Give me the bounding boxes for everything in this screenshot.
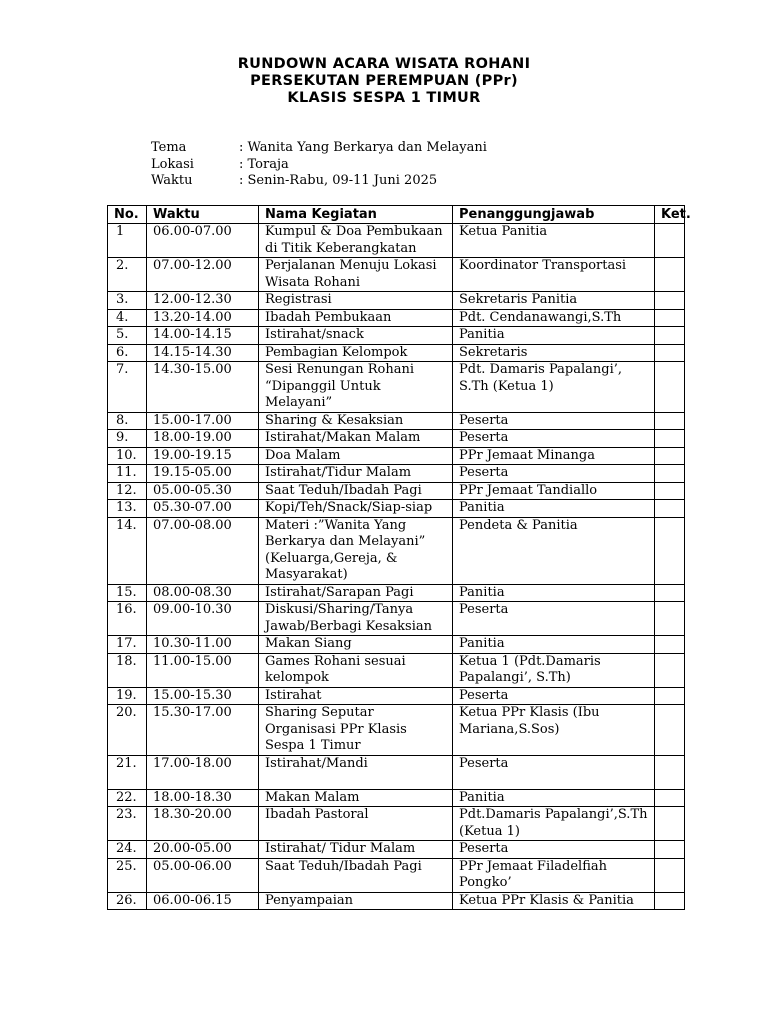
row-penanggungjawab: Ketua PPr Klasis (Ibu Mariana,S.Sos) xyxy=(453,705,655,756)
event-info xyxy=(151,140,487,190)
row-kegiatan: Perjalanan Menuju Lokasi Wisata Rohani xyxy=(259,258,453,292)
row-waktu: 15.30-17.00 xyxy=(147,705,259,756)
row-kegiatan: Saat Teduh/Ibadah Pagi xyxy=(259,482,453,500)
row-kegiatan: Kumpul & Doa Pembukaan di Titik Keberangkatan xyxy=(259,224,453,258)
row-ket xyxy=(655,789,685,807)
row-kegiatan: Pembagian Kelompok xyxy=(259,344,453,362)
table-row xyxy=(108,517,685,584)
row-waktu: 18.00-19.00 xyxy=(147,430,259,448)
info-value: : Toraja xyxy=(239,156,289,172)
row-waktu: 05.00-06.00 xyxy=(147,858,259,892)
row-ket xyxy=(655,602,685,636)
row-no: 25. xyxy=(108,858,147,892)
row-no: 13. xyxy=(108,500,147,518)
row-no: 2. xyxy=(108,258,147,292)
table-header-row xyxy=(108,206,685,224)
info-row-tema xyxy=(151,140,487,157)
header-no: No. xyxy=(108,206,147,224)
row-penanggungjawab: Peserta xyxy=(453,602,655,636)
row-penanggungjawab: Sekretaris xyxy=(453,344,655,362)
row-waktu: 06.00-06.15 xyxy=(147,892,259,910)
row-penanggungjawab: Peserta xyxy=(453,687,655,705)
table-row xyxy=(108,430,685,448)
title-line-3: KLASIS SESPA 1 TIMUR xyxy=(287,90,481,106)
row-no: 24. xyxy=(108,841,147,859)
table-row xyxy=(108,653,685,687)
row-ket xyxy=(655,584,685,602)
info-row-waktu xyxy=(151,173,487,190)
table-row xyxy=(108,482,685,500)
table-row xyxy=(108,789,685,807)
row-waktu: 15.00-17.00 xyxy=(147,412,259,430)
table-row xyxy=(108,224,685,258)
row-no: 11. xyxy=(108,465,147,483)
row-no: 1 xyxy=(108,224,147,258)
row-penanggungjawab: Panitia xyxy=(453,789,655,807)
table-row xyxy=(108,602,685,636)
row-penanggungjawab: Peserta xyxy=(453,430,655,448)
table-row xyxy=(108,500,685,518)
row-waktu: 05.30-07.00 xyxy=(147,500,259,518)
row-no: 10. xyxy=(108,447,147,465)
row-waktu: 19.15-05.00 xyxy=(147,465,259,483)
info-row-lokasi xyxy=(151,157,487,174)
row-no: 8. xyxy=(108,412,147,430)
row-ket xyxy=(655,482,685,500)
table-row xyxy=(108,292,685,310)
row-penanggungjawab: Pdt.Damaris Papalangi’,S.Th (Ketua 1) xyxy=(453,807,655,841)
row-penanggungjawab: Ketua Panitia xyxy=(453,224,655,258)
row-ket xyxy=(655,327,685,345)
row-no: 23. xyxy=(108,807,147,841)
info-value: : Wanita Yang Berkarya dan Melayani xyxy=(239,140,487,155)
row-ket xyxy=(655,705,685,756)
table-row xyxy=(108,412,685,430)
row-penanggungjawab: Peserta xyxy=(453,841,655,859)
title-line-1: RUNDOWN ACARA WISATA ROHANI xyxy=(237,56,531,72)
row-waktu: 08.00-08.30 xyxy=(147,584,259,602)
row-kegiatan: Kopi/Teh/Snack/Siap-siap xyxy=(259,500,453,518)
row-waktu: 20.00-05.00 xyxy=(147,841,259,859)
row-no: 20. xyxy=(108,705,147,756)
row-penanggungjawab: Sekretaris Panitia xyxy=(453,292,655,310)
row-waktu: 07.00-08.00 xyxy=(147,517,259,584)
row-no: 9. xyxy=(108,430,147,448)
table-row xyxy=(108,705,685,756)
row-penanggungjawab: PPr Jemaat Tandiallo xyxy=(453,482,655,500)
row-ket xyxy=(655,517,685,584)
header-kegiatan: Nama Kegiatan xyxy=(259,206,453,224)
row-ket xyxy=(655,892,685,910)
header-penanggungjawab: Penanggungjawab xyxy=(453,206,655,224)
row-waktu: 17.00-18.00 xyxy=(147,755,259,789)
row-kegiatan: Games Rohani sesuai kelompok xyxy=(259,653,453,687)
row-kegiatan: Istirahat/ Tidur Malam xyxy=(259,841,453,859)
row-penanggungjawab: Panitia xyxy=(453,636,655,654)
table-row xyxy=(108,755,685,789)
row-kegiatan: Istirahat/Mandi xyxy=(259,755,453,789)
row-no: 5. xyxy=(108,327,147,345)
row-penanggungjawab: Pdt. Damaris Papalangi’, S.Th (Ketua 1) xyxy=(453,362,655,413)
row-ket xyxy=(655,807,685,841)
row-waktu: 15.00-15.30 xyxy=(147,687,259,705)
row-waktu: 19.00-19.15 xyxy=(147,447,259,465)
row-no: 6. xyxy=(108,344,147,362)
row-kegiatan: Istirahat/Tidur Malam xyxy=(259,465,453,483)
table-row xyxy=(108,344,685,362)
row-ket xyxy=(655,258,685,292)
row-no: 18. xyxy=(108,653,147,687)
row-ket xyxy=(655,687,685,705)
row-penanggungjawab: PPr Jemaat Filadelfiah Pongko’ xyxy=(453,858,655,892)
header-ket: Ket. xyxy=(655,206,685,224)
info-label: Lokasi xyxy=(151,156,194,172)
table-row xyxy=(108,327,685,345)
table-row xyxy=(108,465,685,483)
table-row xyxy=(108,841,685,859)
row-penanggungjawab: Peserta xyxy=(453,412,655,430)
row-no: 7. xyxy=(108,362,147,413)
table-row xyxy=(108,858,685,892)
row-ket xyxy=(655,292,685,310)
row-kegiatan: Ibadah Pembukaan xyxy=(259,309,453,327)
row-kegiatan: Penyampaian xyxy=(259,892,453,910)
row-no: 16. xyxy=(108,602,147,636)
row-ket xyxy=(655,412,685,430)
table-row xyxy=(108,636,685,654)
row-waktu: 14.30-15.00 xyxy=(147,362,259,413)
row-ket xyxy=(655,841,685,859)
row-ket xyxy=(655,858,685,892)
row-penanggungjawab: Koordinator Transportasi xyxy=(453,258,655,292)
row-no: 12. xyxy=(108,482,147,500)
table-row xyxy=(108,362,685,413)
info-label: Waktu xyxy=(151,173,193,188)
row-penanggungjawab: Pdt. Cendanawangi,S.Th xyxy=(453,309,655,327)
row-kegiatan: Istirahat/snack xyxy=(259,327,453,345)
row-penanggungjawab: Ketua PPr Klasis & Panitia xyxy=(453,892,655,910)
row-waktu: 11.00-15.00 xyxy=(147,653,259,687)
table-row xyxy=(108,807,685,841)
row-ket xyxy=(655,636,685,654)
table-row xyxy=(108,687,685,705)
rundown-table xyxy=(107,205,691,910)
row-no: 15. xyxy=(108,584,147,602)
row-waktu: 13.20-14.00 xyxy=(147,309,259,327)
table-row xyxy=(108,258,685,292)
row-ket xyxy=(655,465,685,483)
row-kegiatan: Doa Malam xyxy=(259,447,453,465)
row-kegiatan: Istirahat/Sarapan Pagi xyxy=(259,584,453,602)
row-kegiatan: Ibadah Pastoral xyxy=(259,807,453,841)
row-kegiatan: Makan Malam xyxy=(259,789,453,807)
row-kegiatan: Sesi Renungan Rohani “Dipanggil Untuk Melayani” xyxy=(259,362,453,413)
row-ket xyxy=(655,500,685,518)
row-ket xyxy=(655,653,685,687)
table-body xyxy=(108,224,685,910)
title-line-2: PERSEKUTAN PEREMPUAN (PPr) xyxy=(250,73,518,89)
row-ket xyxy=(655,430,685,448)
info-value: : Senin-Rabu, 09-11 Juni 2025 xyxy=(239,173,438,188)
row-ket xyxy=(655,362,685,413)
row-ket xyxy=(655,755,685,789)
row-waktu: 10.30-11.00 xyxy=(147,636,259,654)
row-penanggungjawab: Panitia xyxy=(453,327,655,345)
row-penanggungjawab: Peserta xyxy=(453,755,655,789)
row-waktu: 07.00-12.00 xyxy=(147,258,259,292)
row-waktu: 14.00-14.15 xyxy=(147,327,259,345)
row-no: 17. xyxy=(108,636,147,654)
row-kegiatan: Istirahat xyxy=(259,687,453,705)
row-ket xyxy=(655,344,685,362)
row-penanggungjawab: Ketua 1 (Pdt.Damaris Papalangi’, S.Th) xyxy=(453,653,655,687)
row-kegiatan: Materi :”Wanita Yang Berkarya dan Melayani” (Keluarga,Gereja, & Masyarakat) xyxy=(259,517,453,584)
row-waktu: 14.15-14.30 xyxy=(147,344,259,362)
row-waktu: 09.00-10.30 xyxy=(147,602,259,636)
table-row xyxy=(108,309,685,327)
row-ket xyxy=(655,224,685,258)
row-kegiatan: Diskusi/Sharing/Tanya Jawab/Berbagi Kesaksian xyxy=(259,602,453,636)
row-kegiatan: Sharing Seputar Organisasi PPr Klasis Sespa 1 Timur xyxy=(259,705,453,756)
row-waktu: 06.00-07.00 xyxy=(147,224,259,258)
row-kegiatan: Istirahat/Makan Malam xyxy=(259,430,453,448)
table-row xyxy=(108,584,685,602)
row-no: 19. xyxy=(108,687,147,705)
row-no: 4. xyxy=(108,309,147,327)
row-ket xyxy=(655,309,685,327)
document-title xyxy=(0,56,768,107)
row-penanggungjawab: Panitia xyxy=(453,584,655,602)
row-penanggungjawab: PPr Jemaat Minanga xyxy=(453,447,655,465)
row-penanggungjawab: Panitia xyxy=(453,500,655,518)
info-label: Tema xyxy=(151,140,187,155)
table-row xyxy=(108,892,685,910)
row-kegiatan: Registrasi xyxy=(259,292,453,310)
row-waktu: 12.00-12.30 xyxy=(147,292,259,310)
row-no: 14. xyxy=(108,517,147,584)
row-no: 22. xyxy=(108,789,147,807)
row-ket xyxy=(655,447,685,465)
row-penanggungjawab: Peserta xyxy=(453,465,655,483)
table-row xyxy=(108,447,685,465)
row-waktu: 18.30-20.00 xyxy=(147,807,259,841)
row-kegiatan: Makan Siang xyxy=(259,636,453,654)
row-waktu: 18.00-18.30 xyxy=(147,789,259,807)
row-kegiatan: Saat Teduh/Ibadah Pagi xyxy=(259,858,453,892)
header-waktu: Waktu xyxy=(147,206,259,224)
row-waktu: 05.00-05.30 xyxy=(147,482,259,500)
row-no: 3. xyxy=(108,292,147,310)
row-penanggungjawab: Pendeta & Panitia xyxy=(453,517,655,584)
row-kegiatan: Sharing & Kesaksian xyxy=(259,412,453,430)
row-no: 26. xyxy=(108,892,147,910)
row-no: 21. xyxy=(108,755,147,789)
